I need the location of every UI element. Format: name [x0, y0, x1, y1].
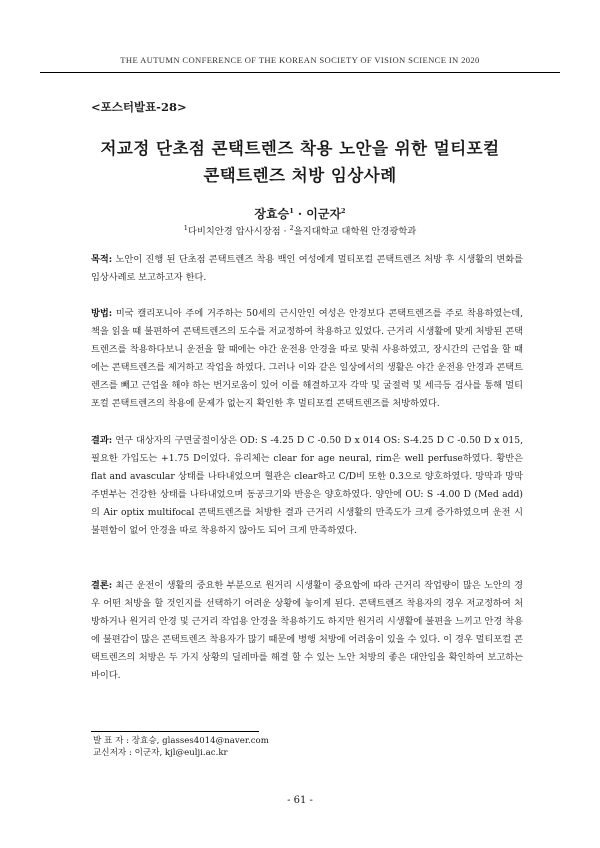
method-text: 미국 캘리포니아 주에 거주하는 50세의 근시안인 여성은 안경보다 콘택트렌즈를 주로 착용하였는데, 책을 읽을 때 불편하여 콘택트렌즈의 도수를 저교정하여 착용하고 있었다. 근거리 시생활에 맞게 처방된 콘택트렌즈를 착용하다보니 운전을 할 때에는 야간 운전용 안경을 따로 맞춰 사용하였고, 장시간의 근업을 할 때에는 콘택트렌즈를 제거하고 작업을 하였다. 그러나 이와 같은 일상에서의 생활은 야간 운전용 안경과 콘택트렌즈를 빼고 근업을 해야 하는 번거로움이 있어 이를 해결하고자 각막 및 굴절력 및 세극등 검사를 통해 멀티포컬 콘택트렌즈의 착용에 문제가 없는지 확인한 후 멀티포컬 콘택트렌즈를 처방하였다. — [91, 308, 523, 410]
page-number: - 61 - — [287, 795, 313, 806]
conclusion-heading: 결론: — [91, 580, 113, 591]
results-heading: 결과: — [91, 435, 113, 446]
author-list — [0, 205, 600, 222]
author-2-name: 이군자 — [306, 207, 342, 221]
affiliations — [0, 223, 600, 237]
affil-2-text: 을지대학교 대학원 안경광학과 — [293, 226, 417, 237]
purpose-heading: 목적: — [91, 254, 113, 265]
results-text: 연구 대상자의 구면굴절이상은 OD: S -4.25 D C -0.50 D x 014 OS: S-4.25 D C -0.50 D x 015, 필요한 가입도는 +1.75 D이었다. 유리체는 clear for age neural, rim은 well perfuse하였다. 황반은 flat and avascular 상태를 나타내었으며 혈관은 clear하고 C/D비 또한 0.3으로 양호하였다. 망막과 망막주변부는 건강한 상태를 나타내었으며 동공크기와 반응은 양호하였다. 양안에 OU: S -4.00 D (Med add)의 Air optix multifocal 콘택트렌즈를 처방한 결과 근거리 시생활의 만족도가 크게 증가하였으며 운전 시 불편함이 없어 안경을 따로 착용하지 않아도 되어 크게 만족하였다. — [91, 435, 523, 537]
author-1-name: 장효승 — [254, 207, 290, 221]
author-2-affil-marker: 2 — [341, 207, 346, 215]
poster-label: <포스터발표-28> — [91, 100, 187, 114]
affil-1-marker: 1 — [183, 223, 188, 232]
title-line-2: 콘택트렌즈 처방 임상사례 — [203, 166, 397, 185]
purpose-section — [91, 251, 523, 287]
author-separator: · — [293, 207, 307, 221]
author-1-affil-marker: 1 — [289, 207, 294, 215]
method-section — [91, 305, 523, 414]
method-heading: 방법: — [91, 308, 113, 319]
footnote-corresponding-author: 교신저자 : 이군자, kjl@eulji.ac.kr — [93, 748, 228, 758]
conference-header: THE AUTUMN CONFERENCE OF THE KOREAN SOCIETY OF VISION SCIENCE IN 2020 — [120, 55, 480, 65]
paper-title — [60, 135, 540, 189]
results-section — [91, 432, 523, 541]
title-line-1: 저교정 단초점 콘택트렌즈 착용 노안을 위한 멀티포컬 — [100, 139, 500, 158]
footnote-divider — [91, 731, 259, 732]
conclusion-section — [91, 577, 523, 686]
affil-2-marker: 2 — [289, 223, 294, 232]
affil-1-text: 다비치안경 압사시장점 · — [187, 226, 290, 237]
footnote-presenter: 발 표 자 : 장효승, glasses4014@naver.com — [93, 736, 269, 746]
header-divider — [40, 72, 560, 73]
conclusion-text: 최근 운전이 생활의 중요한 부분으로 원거리 시생활이 중요함에 따라 근거리 작업량이 많은 노안의 경우 어떤 처방을 할 것인지를 선택하기 어려운 상황에 놓이게 된다. 콘택트렌즈 착용자의 경우 저교정하여 처방하거나 원거리 안경 및 근거리 작업용 안경을 착용하기도 하지만 원거리 시생활에 불편을 느끼고 안경 착용에 불편감이 많은 콘택트렌즈 착용자가 많기 때문에 병행 처방에 어려움이 있을 수 있다. 이 경우 멀티포컬 콘택트렌즈의 처방은 두 가지 상황의 딜레마를 해결 할 수 있는 노안 처방의 좋은 대안임을 확인하여 보고하는 바이다. — [91, 580, 523, 682]
purpose-text: 노안이 진행 된 단초점 콘택트렌즈 착용 백인 여성에게 멀티포컬 콘택트렌즈 처방 후 시생활의 변화를 임상사례로 보고하고자 한다. — [91, 254, 523, 284]
